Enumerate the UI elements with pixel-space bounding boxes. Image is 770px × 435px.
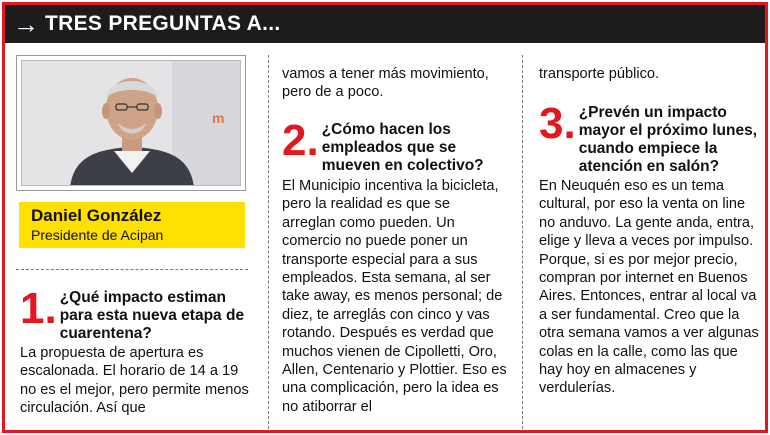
answer-2-continued: transporte público. xyxy=(539,66,660,82)
arrow-right-icon: → xyxy=(13,9,39,39)
question-1 xyxy=(20,284,248,343)
portrait-image xyxy=(21,60,241,186)
portrait-photo xyxy=(16,55,246,191)
question-2 xyxy=(282,116,507,175)
person-name: Daniel González xyxy=(31,206,162,225)
column-divider xyxy=(268,55,269,429)
person-role: Presidente de Acipan xyxy=(31,227,164,243)
answer-1: La propuesta de apertura es escalonada. El horario de 14 a 19 no es el mejor, pero permite menos circulación. Así que xyxy=(20,345,249,417)
question-text: ¿Prevén un impacto mayor el próximo lunes, cuando empiece la atención en salón? xyxy=(578,104,758,175)
man-portrait-illustration xyxy=(22,61,241,186)
question-3 xyxy=(539,99,764,176)
question-number: 3. xyxy=(539,99,576,148)
answer-1-continued: vamos a tener más movimiento, pero de a poco. xyxy=(282,66,489,101)
name-card xyxy=(19,202,245,248)
answer-2: El Municipio incentiva la bicicleta, pero la realidad es que se arreglan como pueden. Un comercio no puede poner un transporte especial para a sus empleados. Esta semana, al ser take away, es menos personal; de diez, te arreglás con cinco y vas rotando. Después es verdad que muchos vienen de Cipolletti, Oro, Allen, Centenario y Plottier. Eso es una complicación, pero la idea es no atiborrar el xyxy=(282,178,507,415)
dashed-divider xyxy=(16,269,248,270)
column-divider xyxy=(522,55,523,429)
question-text: ¿Cómo hacen los empleados que se mueven en colectivo? xyxy=(321,121,484,174)
answer-3: En Neuquén eso es un tema cultural, por eso la venta on line no anduvo. La gente anda, entra, elige y lleva a veces por impulso. Porque, si es por mejor precio, compran por internet en Buenos Aires. Entonces, entrar al local va a ser fundamental. Creo que la otra semana vamos a ver algunas colas en la calle, como las que hay hoy en almacenes y verdulerías. xyxy=(539,178,759,397)
question-number: 1. xyxy=(20,284,57,333)
question-text: ¿Qué impacto estiman para esta nueva etapa de cuarentena? xyxy=(59,289,245,342)
article-box xyxy=(2,2,768,433)
question-number: 2. xyxy=(282,116,319,165)
section-title: TRES PREGUNTAS A... xyxy=(45,12,281,35)
svg-text:m: m xyxy=(212,110,225,126)
section-header xyxy=(5,5,765,43)
